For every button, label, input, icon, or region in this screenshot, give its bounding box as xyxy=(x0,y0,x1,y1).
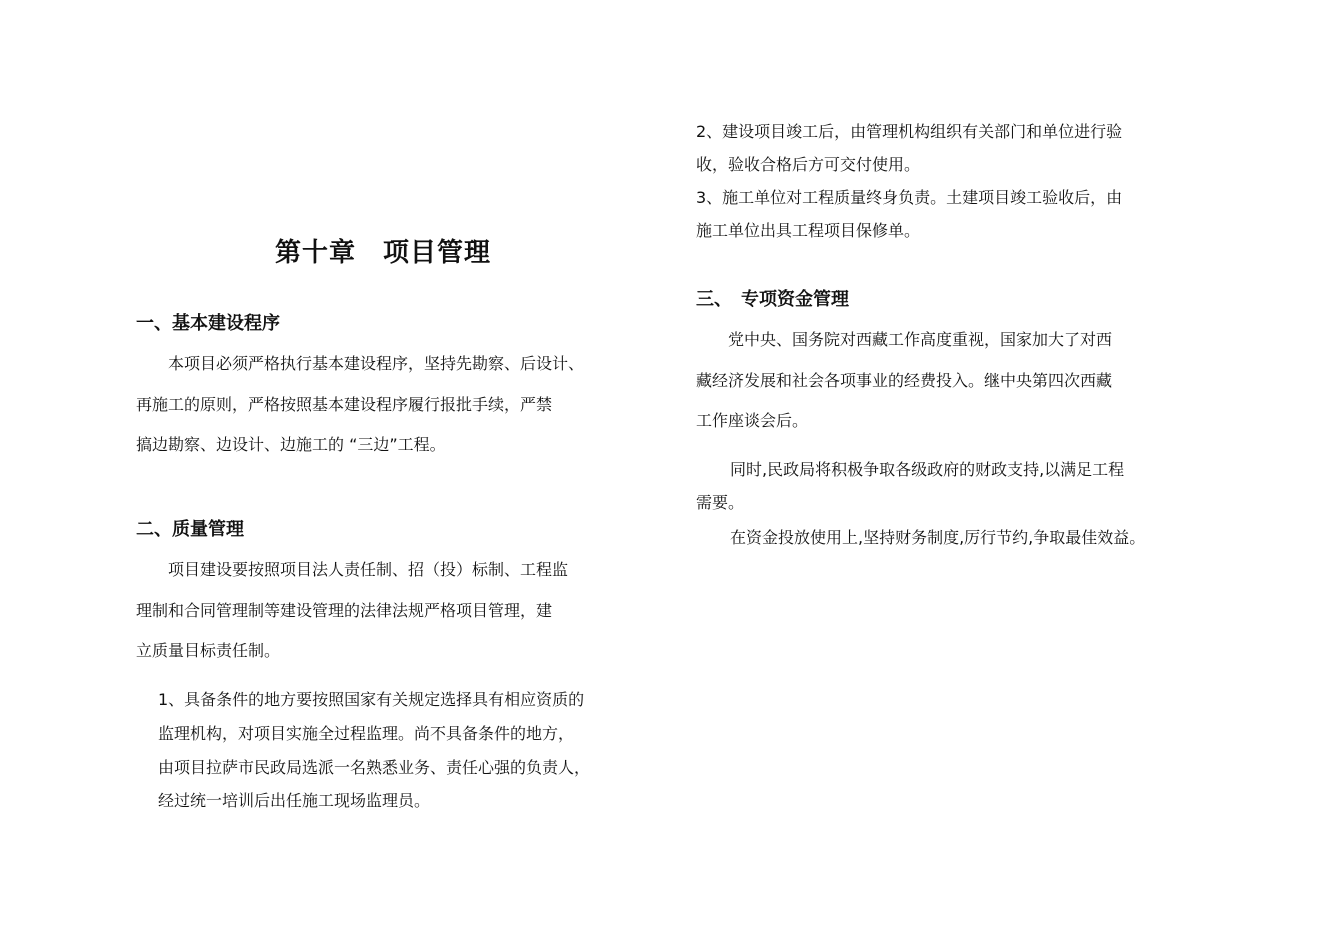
list-item-line: 由项目拉萨市民政局选派一名熟悉业务、责任心强的负责人， xyxy=(158,758,591,777)
paragraph-line: 项目建设要按照项目法人责任制、招（投）标制、工程监 xyxy=(168,560,569,579)
list-item-line: 1、具备条件的地方要按照国家有关规定选择具有相应资质的 xyxy=(158,690,585,709)
list-item-line: 监理机构，对项目实施全过程监理。尚不具备条件的地方， xyxy=(158,724,575,743)
list-item-line: 收，验收合格后方可交付使用。 xyxy=(696,155,921,174)
list-item-line: 施工单位出具工程项目保修单。 xyxy=(696,221,921,240)
paragraph-line: 党中央、国务院对西藏工作高度重视，国家加大了对西 xyxy=(728,330,1113,349)
paragraph-line: 立质量目标责任制。 xyxy=(136,641,281,660)
section-heading-special-funds: 三、 专项资金管理 xyxy=(696,289,849,310)
section-heading-quality-management: 二、质量管理 xyxy=(136,519,244,540)
paragraph-line: 需要。 xyxy=(696,493,745,512)
paragraph-line: 藏经济发展和社会各项事业的经费投入。继中央第四次西藏 xyxy=(696,371,1113,390)
chapter-title: 第十章 项目管理 xyxy=(275,238,492,268)
paragraph-line: 在资金投放使用上,坚持财务制度,厉行节约,争取最佳效益。 xyxy=(730,528,1146,547)
paragraph-line: 再施工的原则，严格按照基本建设程序履行报批手续，严禁 xyxy=(136,395,553,414)
paragraph-line: 搞边勘察、边设计、边施工的 “三边”工程。 xyxy=(136,435,446,454)
list-item-line: 2、建设项目竣工后，由管理机构组织有关部门和单位进行验 xyxy=(696,122,1123,141)
paragraph-line: 本项目必须严格执行基本建设程序，坚持先勘察、后设计、 xyxy=(168,354,585,373)
paragraph-line: 同时,民政局将积极争取各级政府的财政支持,以满足工程 xyxy=(730,460,1125,479)
section-heading-basic-procedure: 一、基本建设程序 xyxy=(136,313,280,334)
paragraph-line: 理制和合同管理制等建设管理的法律法规严格项目管理，建 xyxy=(136,601,553,620)
paragraph-line: 工作座谈会后。 xyxy=(696,411,809,430)
list-item-line: 3、施工单位对工程质量终身负责。土建项目竣工验收后，由 xyxy=(696,188,1123,207)
list-item-line: 经过统一培训后出任施工现场监理员。 xyxy=(158,791,431,810)
